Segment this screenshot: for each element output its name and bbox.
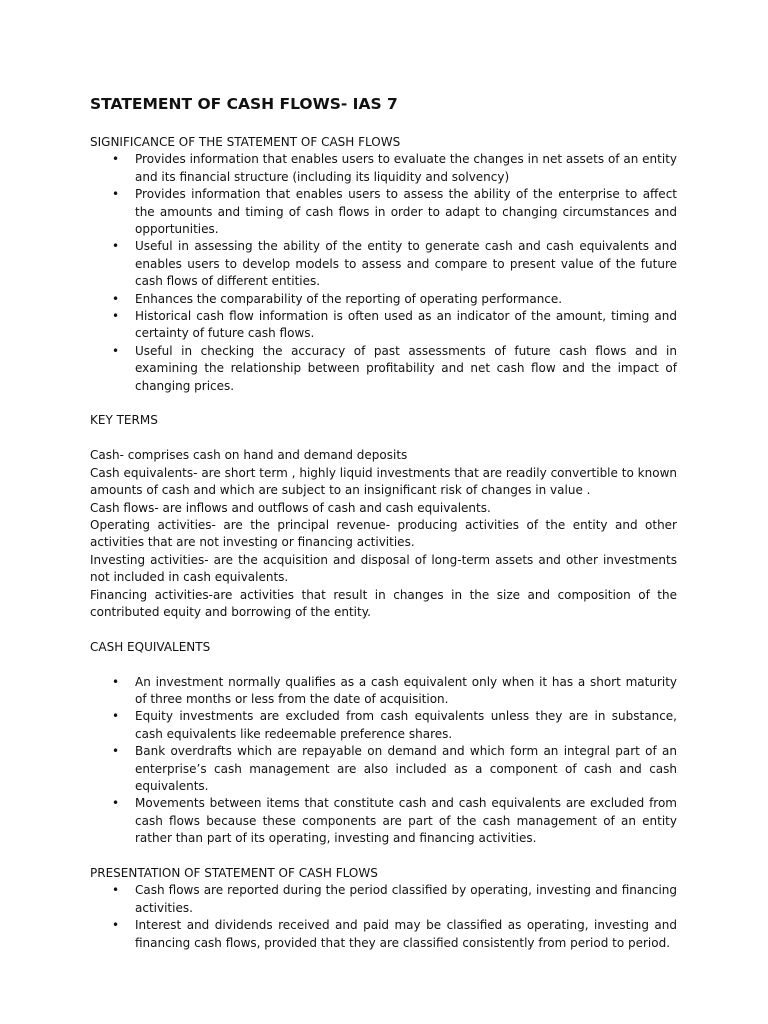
list-item-text: Equity investments are excluded from cash equivalents unless they are in substance, cash equivalents like redeemable preference shares. <box>135 709 677 741</box>
list-item <box>90 343 677 395</box>
list-item-text: Enhances the comparability of the reporting of operating performance. <box>135 291 563 306</box>
list-item-text: Interest and dividends received and paid may be classified as operating, investing and financing cash flows, provided that they are classified consistently from period to period. <box>135 918 677 950</box>
presentation-list <box>90 882 677 952</box>
term-financing-activities: Financing activities-are activities that result in changes in the size and composition of the contributed equity and borrowing of the entity. <box>90 587 677 619</box>
list-item-text: Provides information that enables users to evaluate the changes in net assets of an entity and its financial structure (including its liquidity and solvency) <box>135 152 677 184</box>
spacer <box>90 621 677 638</box>
bullet-icon: • <box>112 674 120 689</box>
list-item-text: Useful in assessing the ability of the entity to generate cash and cash equivalents and enables users to develop models to assess and compare to present value of the future cash flows of different entities. <box>135 239 677 289</box>
bullet-icon: • <box>112 187 120 202</box>
bullet-icon: • <box>112 343 120 358</box>
list-item-text: Useful in checking the accuracy of past assessments of future cash flows and in examining the relationship between profitability and net cash flow and the impact of changing prices. <box>135 343 677 393</box>
bullet-icon: • <box>112 883 120 898</box>
bullet-icon: • <box>112 918 120 933</box>
bullet-icon: • <box>112 709 120 724</box>
list-item <box>90 708 677 743</box>
section-heading-key-terms: KEY TERMS <box>90 413 158 428</box>
list-item <box>90 291 677 308</box>
list-item-text: Bank overdrafts which are repayable on demand and which form an integral part of an enterprise’s cash management are also included as a component of cash and cash equivalents. <box>135 744 677 793</box>
term-cash-equivalents: Cash equivalents- are short term , highly liquid investments that are readily convertible to known amounts of cash and which are subject to an insignificant risk of changes in value . <box>90 465 677 498</box>
section-heading-cash-equivalents: CASH EQUIVALENTS <box>90 639 211 654</box>
list-item <box>90 743 677 795</box>
section-heading-presentation: PRESENTATION OF STATEMENT OF CASH FLOWS <box>90 865 378 880</box>
list-item <box>90 238 677 290</box>
list-item <box>90 674 677 709</box>
bullet-icon: • <box>112 239 120 254</box>
list-item-text: An investment normally qualifies as a cash equivalent only when it has a short maturity of three months or less from the date of acquisition. <box>135 674 677 706</box>
list-item <box>90 186 677 238</box>
bullet-icon: • <box>112 291 120 306</box>
list-item <box>90 795 677 847</box>
list-item <box>90 917 677 952</box>
significance-list <box>90 151 677 395</box>
term-investing-activities: Investing activities- are the acquisition and disposal of long-term assets and other investments not included in cash equivalents. <box>90 552 677 585</box>
cash-equivalents-list <box>90 674 677 848</box>
list-item <box>90 151 677 186</box>
document-page <box>90 93 677 952</box>
term-cash: Cash- comprises cash on hand and demand deposits <box>90 448 408 463</box>
list-item-text: Provides information that enables users to assess the ability of the enterprise to affect the amounts and timing of cash flows in order to adapt to changing circumstances and opportunities. <box>135 187 677 237</box>
bullet-icon: • <box>112 309 120 324</box>
spacer <box>90 656 677 673</box>
bullet-icon: • <box>112 744 120 759</box>
spacer <box>90 430 677 447</box>
bullet-icon: • <box>112 796 120 811</box>
term-operating-activities: Operating activities- are the principal revenue- producing activities of the entity and other activities that are not investing or financing activities. <box>90 517 677 550</box>
list-item <box>90 882 677 917</box>
list-item <box>90 308 677 343</box>
list-item-text: Movements between items that constitute cash and cash equivalents are excluded from cash flows because these components are part of the cash management of an entity rather than part of its operating, investing and financing activities. <box>135 796 677 846</box>
spacer <box>90 395 677 412</box>
section-heading-significance: SIGNIFICANCE OF THE STATEMENT OF CASH FLOWS <box>90 135 401 149</box>
document-title: STATEMENT OF CASH FLOWS- IAS 7 <box>90 95 398 113</box>
list-item-text: Cash flows are reported during the period classified by operating, investing and financing activities. <box>135 883 677 915</box>
bullet-icon: • <box>112 152 120 167</box>
spacer <box>90 848 677 865</box>
list-item-text: Historical cash flow information is often used as an indicator of the amount, timing and certainty of future cash flows. <box>135 309 677 341</box>
term-cash-flows: Cash flows- are inflows and outflows of cash and cash equivalents. <box>90 500 491 515</box>
